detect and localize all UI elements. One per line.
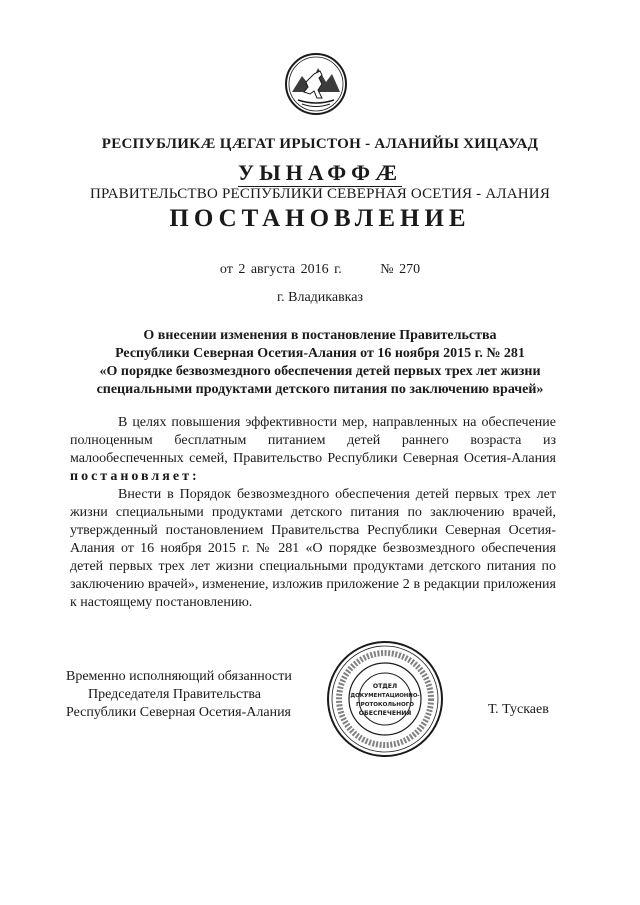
subject-line: специальными продуктами детского питания по заключению врачей» [96,382,544,397]
document-subject [60,327,580,399]
official-seal-stamp [326,640,444,758]
signatory-title: Временно исполняющий обязанности Председателя Правительства Республики Северная Осетия-Алания [66,669,292,720]
city: г. Владикавказ [276,290,364,305]
header-ossetian-title: УЫНАФФӔ [237,160,403,185]
seal-center-line: ДОКУМЕНТАЦИОННО- [350,693,420,699]
coat-of-arms-emblem [284,52,348,116]
seal-center-line: ОБЕСПЕЧЕНИЯ [358,710,412,717]
header-russian-government: ПРАВИТЕЛЬСТВО РЕСПУБЛИКИ СЕВЕРНАЯ ОСЕТИЯ - АЛАНИЯ [89,186,551,202]
subject-line: «О порядке безвозмездного обеспечения детей первых трех лет жизни [99,364,541,379]
document-type-title: ПОСТАНОВЛЕНИЕ [169,205,471,232]
preamble-paragraph: В целях повышения эффективности мер, направленных на обеспечение полноценным бесплатным питанием детей раннего возраста из малообеспеченных семей, Правительство Республики Северная Осетия-Алания постановляет: [70,415,556,484]
subject-line: Республики Северная Осетия-Алания от 16 ноября 2015 г. № 281 [115,346,525,361]
header-ossetian-government: РЕСПУБЛИКӔ ЦӔГАТ ИРЫСТОН - АЛАНИЙЫ ХИЦАУАД [101,136,539,152]
document-number: 270 [399,262,421,277]
subject-line: О внесении изменения в постановление Правительства [143,328,497,343]
date-prefix: от [219,262,233,277]
resolves-keyword: постановляет: [70,469,200,484]
number-sign: № [380,262,394,277]
signatory-name: Т. Тускаев [488,702,549,717]
seal-center-line: ОТДЕЛ [372,683,398,690]
operative-paragraph: Внести в Порядок безвозмездного обеспечения детей первых трех лет жизни специальными продуктами детского питания по заключению врачей, утвержденный постановлением Правительства Республики Северная Осетия-Алания от 16 ноября 2015 г. № 281 «О порядке безвозмездного обеспечения детей первых трех лет жизни специальными продуктами детского питания по заключению врачей», изменение, изложив приложение 2 в редакции приложения к настоящему постановлению. [70,487,556,610]
date-number-line [0,262,640,278]
seal-center-line: ПРОТОКОЛЬНОГО [355,702,415,708]
document-date: 2 августа 2016 г. [238,262,342,277]
